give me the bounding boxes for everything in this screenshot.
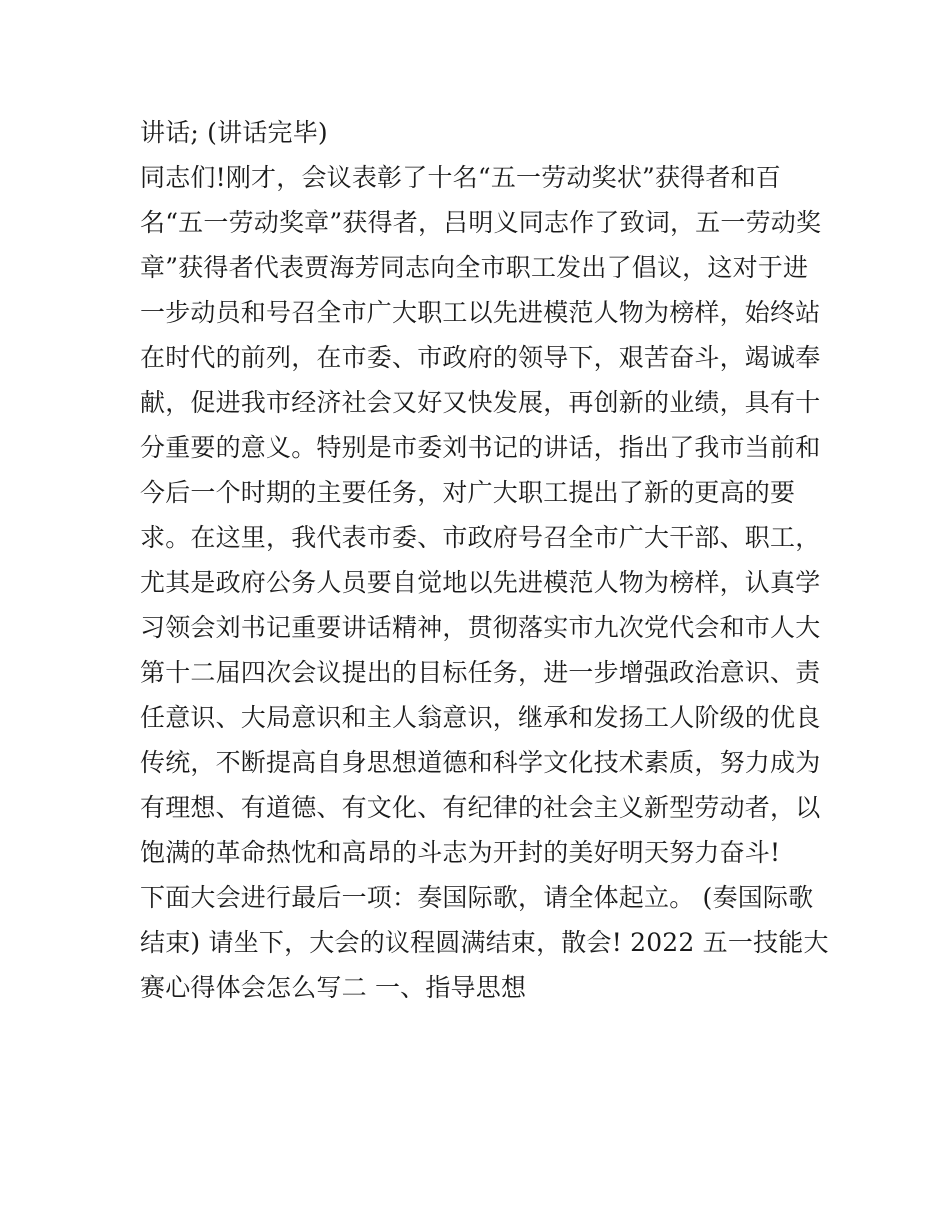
text-line: 讲话; (讲话完毕) [140, 118, 328, 147]
text-line: 结束) 请坐下，大会的议程圆满结束，散会! 2022 五一技能大 [140, 928, 829, 957]
text-line: 分重要的意义。特别是市委刘书记的讲话，指出了我市当前和 [140, 433, 821, 462]
text-line: 传统，不断提高自身思想道德和科学文化技术素质，努力成为 [140, 748, 821, 777]
text-line: 第十二届四次会议提出的目标任务，进一步增强政治意识、责 [140, 658, 821, 687]
text-line: 在时代的前列，在市委、市政府的领导下，艰苦奋斗，竭诚奉 [140, 343, 821, 372]
text-line: 献，促进我市经济社会又好又快发展，再创新的业绩，具有十 [140, 388, 821, 417]
text-line: 下面大会进行最后一项：奏国际歌，请全体起立。 (奏国际歌 [140, 883, 814, 912]
text-line: 习领会刘书记重要讲话精神，贯彻落实市九次党代会和市人大 [140, 613, 821, 642]
text-line: 章”获得者代表贾海芳同志向全市职工发出了倡议，这对于进 [140, 253, 809, 282]
body-text [140, 110, 829, 1010]
text-line: 有理想、有道德、有文化、有纪律的社会主义新型劳动者，以 [140, 793, 821, 822]
text-line: 名“五一劳动奖章”获得者，吕明义同志作了致词，五一劳动奖 [140, 208, 822, 237]
text-line: 赛心得体会怎么写二 一、指导思想 [140, 973, 527, 1002]
text-line: 今后一个时期的主要任务，对广大职工提出了新的更高的要 [140, 478, 796, 507]
text-line: 同志们!刚才，会议表彰了十名“五一劳动奖状”获得者和百 [140, 163, 782, 192]
text-line: 一步动员和号召全市广大职工以先进模范人物为榜样，始终站 [140, 298, 821, 327]
text-line: 任意识、大局意识和主人翁意识，继承和发扬工人阶级的优良 [140, 703, 821, 732]
text-line: 求。在这里，我代表市委、市政府号召全市广大干部、职工， [140, 523, 821, 552]
text-line: 饱满的革命热忱和高昂的斗志为开封的美好明天努力奋斗! [140, 838, 781, 867]
text-line: 尤其是政府公务人员要自觉地以先进模范人物为榜样，认真学 [140, 568, 821, 597]
